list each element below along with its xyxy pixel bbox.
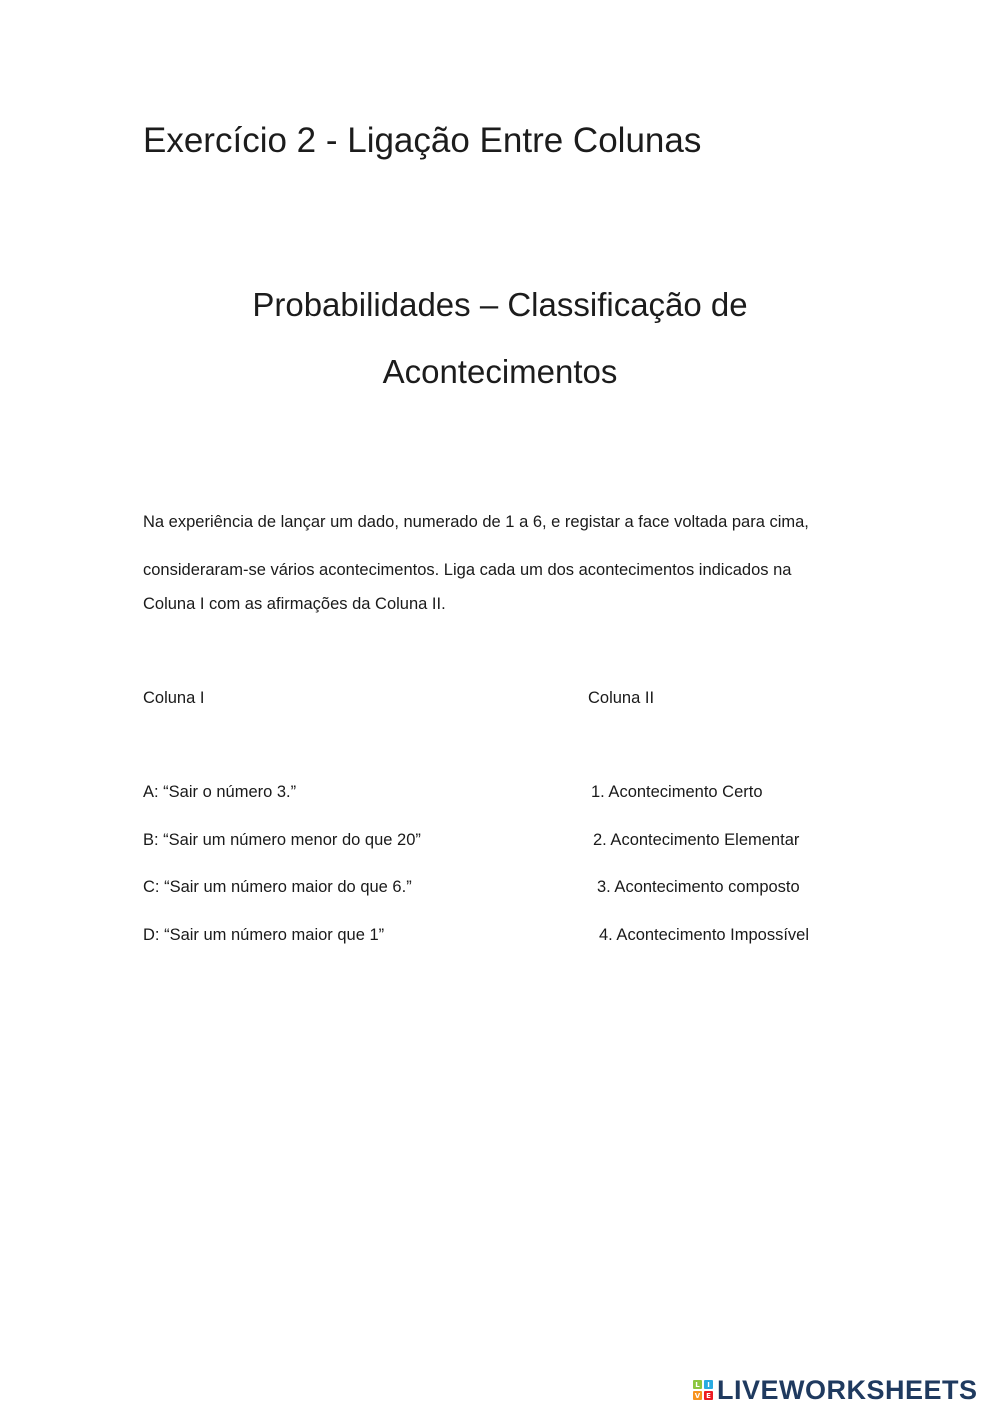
logo-mark-letter-e: E <box>704 1391 713 1400</box>
logo-mark-letter-l: L <box>693 1380 702 1389</box>
column-1-header: Coluna I <box>143 689 205 707</box>
column-2-item-1[interactable]: 1. Acontecimento Certo <box>591 783 763 801</box>
column-1-item-c[interactable]: C: “Sair um número maior do que 6.” <box>143 878 412 896</box>
column-1-item-a[interactable]: A: “Sair o número 3.” <box>143 783 297 801</box>
logo-mark-letter-i: I <box>704 1380 713 1389</box>
exercise-title: Exercício 2 - Ligação Entre Colunas <box>143 121 702 160</box>
intro-line-3: Coluna I com as afirmações da Coluna II. <box>143 595 446 613</box>
column-2-item-2[interactable]: 2. Acontecimento Elementar <box>593 831 800 849</box>
column-2-item-3[interactable]: 3. Acontecimento composto <box>597 878 800 896</box>
intro-line-1: Na experiência de lançar um dado, numerado de 1 a 6, e registar a face voltada para cima, <box>143 513 809 531</box>
intro-line-2: consideraram-se vários acontecimentos. Liga cada um dos acontecimentos indicados na <box>143 561 792 579</box>
liveworksheets-logo <box>693 1375 978 1405</box>
logo-mark-letter-v: V <box>694 1391 701 1400</box>
logo-text: LIVEWORKSHEETS <box>717 1374 978 1405</box>
main-title-line-1: Probabilidades – Classificação de <box>252 286 748 323</box>
column-1-item-b[interactable]: B: “Sair um número menor do que 20” <box>143 831 421 849</box>
column-2-header: Coluna II <box>588 689 655 707</box>
main-title-line-2: Acontecimentos <box>382 353 618 390</box>
column-2-item-4[interactable]: 4. Acontecimento Impossível <box>599 926 810 944</box>
liveworksheets-logo-icon <box>693 1380 713 1400</box>
column-1-item-d[interactable]: D: “Sair um número maior que 1” <box>143 926 385 944</box>
